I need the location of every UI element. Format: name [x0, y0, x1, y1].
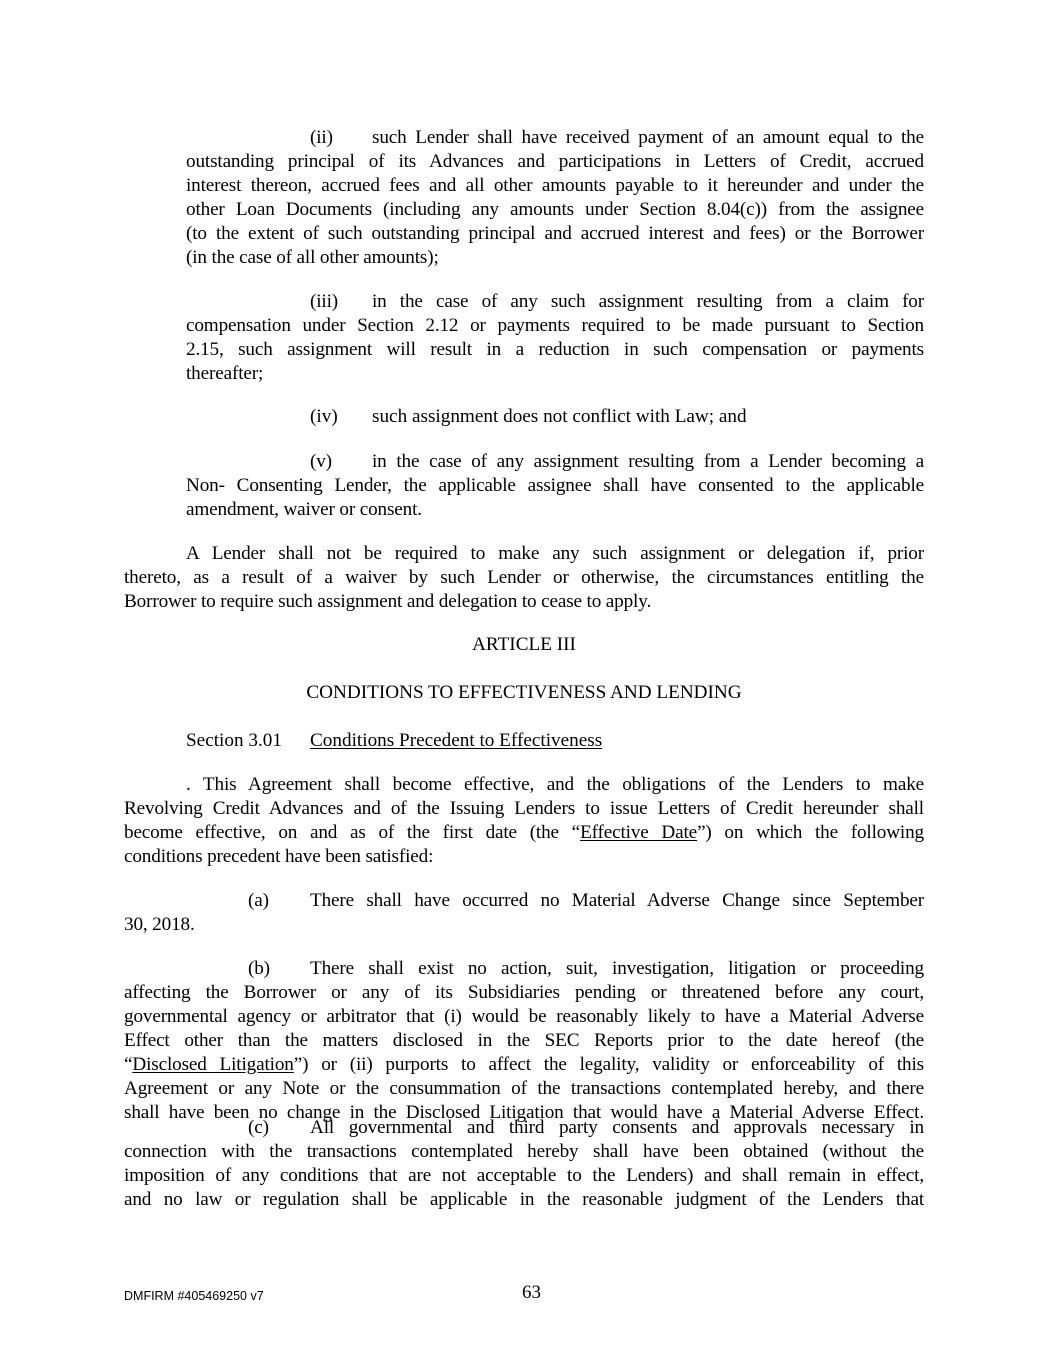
condition-label: (b)	[248, 958, 270, 979]
section-heading	[186, 729, 602, 753]
condition-first-line: (b) There shall exist no action, suit, investigation, litigation or proceeding	[248, 958, 924, 979]
condition-line: shall have been no change in the Disclosed Litigation that would have a Material Adverse Effect.	[124, 1102, 924, 1123]
condition-line: affecting the Borrower or any of its Subsidiaries pending or threatened before any court,	[124, 982, 924, 1003]
condition-line: 30, 2018.	[124, 914, 195, 935]
clause-line: (in the case of all other amounts);	[186, 247, 439, 268]
condition-line: imposition of any conditions that are not acceptable to the Lenders) and shall remain in effect,	[124, 1165, 924, 1186]
clause-label: (ii)	[310, 127, 333, 148]
paragraph-line: A Lender shall not be required to make any such assignment or delegation if, prior	[186, 543, 924, 564]
paragraph-line: conditions precedent have been satisfied:	[124, 846, 434, 867]
clause-line: Non- Consenting Lender, the applicable assignee shall have consented to the applicable	[186, 475, 924, 496]
condition-b	[124, 957, 924, 1125]
footer-document-id: DMFIRM #405469250 v7	[124, 1289, 264, 1303]
paragraph-line: become effective, on and as of the first date (the “Effective Date”) on which the following	[124, 822, 925, 843]
lender-paragraph	[124, 542, 924, 614]
clause-label: (iv)	[310, 406, 338, 427]
condition-line: “Disclosed Litigation”) or (ii) purports to affect the legality, validity or enforceability of this	[124, 1054, 924, 1075]
clause-label: (v)	[310, 451, 332, 472]
defined-term-disclosed-litigation: Disclosed Litigation	[132, 1054, 294, 1075]
clause-label: (iii)	[310, 291, 339, 312]
paragraph-line: Revolving Credit Advances and of the Issuing Lenders to issue Letters of Credit hereunder shall	[124, 798, 924, 819]
clause-line: interest thereon, accrued fees and all other amounts payable to it hereunder and under the	[186, 175, 924, 196]
clause-first-line: (iii) in the case of any such assignment resulting from a claim for	[310, 291, 924, 312]
clause-first-line: (v) in the case of any assignment resulting from a Lender becoming a	[310, 451, 924, 472]
condition-a	[124, 889, 924, 937]
article-title: CONDITIONS TO EFFECTIVENESS AND LENDING	[306, 682, 742, 703]
condition-first-line: (c) All governmental and third party consents and approvals necessary in	[248, 1117, 924, 1138]
clause-line: 2.15, such assignment will result in a reduction in such compensation or payments	[186, 339, 924, 360]
clause-line: compensation under Section 2.12 or payments required to be made pursuant to Section	[186, 315, 924, 336]
clause-first-line: (ii) such Lender shall have received payment of an amount equal to the	[310, 127, 924, 148]
condition-c	[124, 1116, 924, 1212]
condition-first-line: (a) There shall have occurred no Material Adverse Change since September	[248, 890, 924, 911]
condition-line: governmental agency or arbitrator that (i) would be reasonably likely to have a Material Adverse	[124, 1006, 924, 1027]
condition-line: connection with the transactions contemplated hereby shall have been obtained (without the	[124, 1141, 924, 1162]
clause-line: (to the extent of such outstanding principal and accrued interest and fees) or the Borrower	[186, 223, 924, 244]
clause-line: thereafter;	[186, 363, 264, 384]
clause-ii	[186, 126, 924, 270]
paragraph-line: thereto, as a result of a waiver by such Lender or otherwise, the circumstances entitling the	[124, 567, 924, 588]
paragraph-line: Borrower to require such assignment and delegation to cease to apply.	[124, 591, 652, 612]
paragraph-line: . This Agreement shall become effective, and the obligations of the Lenders to make	[186, 774, 924, 795]
section-number: Section 3.01	[186, 730, 282, 751]
clause-iv: (iv) such assignment does not conflict with Law; and	[310, 406, 747, 427]
clause-line: outstanding principal of its Advances and participations in Letters of Credit, accrued	[186, 151, 924, 172]
condition-label: (c)	[248, 1117, 269, 1138]
clause-line: amendment, waiver or consent.	[186, 499, 422, 520]
condition-line: Effect other than the matters disclosed in the SEC Reports prior to the date hereof (the	[124, 1030, 924, 1051]
defined-term-effective-date: Effective Date	[580, 822, 698, 843]
condition-label: (a)	[248, 890, 269, 911]
clause-line: other Loan Documents (including any amounts under Section 8.04(c)) from the assignee	[186, 199, 924, 220]
page-number: 63	[522, 1282, 541, 1303]
effectiveness-paragraph	[124, 773, 924, 869]
condition-line: Agreement or any Note or the consummation of the transactions contemplated hereby, and there	[124, 1078, 924, 1099]
condition-line: and no law or regulation shall be applicable in the reasonable judgment of the Lenders that	[124, 1189, 924, 1210]
article-heading: ARTICLE III	[472, 634, 576, 655]
clause-iii	[186, 290, 924, 386]
clause-v	[186, 450, 924, 522]
section-title: Conditions Precedent to Effectiveness	[310, 730, 603, 751]
